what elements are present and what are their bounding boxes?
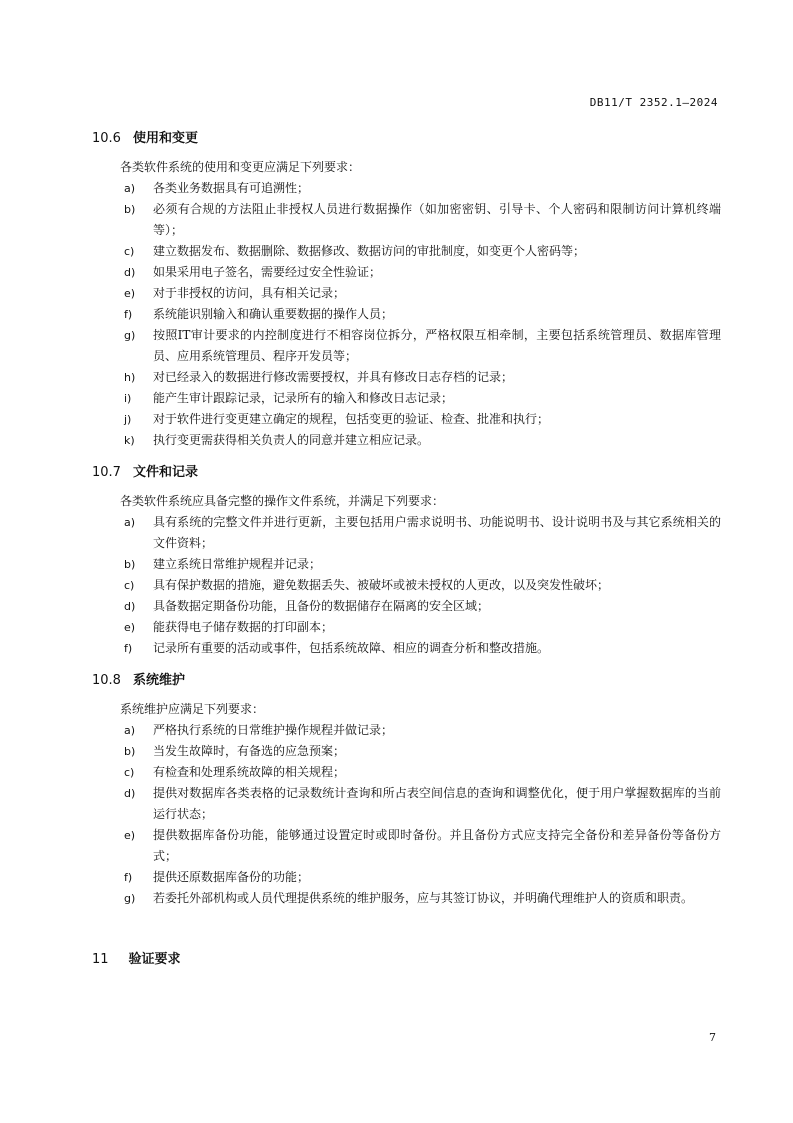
item-label: f) <box>124 871 133 884</box>
item-text: 各类业务数据具有可追溯性； <box>153 181 310 195</box>
item-label: a) <box>124 182 136 195</box>
list-item <box>92 741 722 762</box>
list-item <box>92 575 722 596</box>
list-item <box>92 888 722 909</box>
item-text: 提供还原数据库备份的功能； <box>153 870 310 884</box>
section-heading <box>92 129 722 149</box>
item-text: 必须有合规的方法阻止非授权人员进行数据操作（如加密密钥、引导卡、个人密码和限制访问计算机终端等）； <box>153 202 721 237</box>
list-item <box>92 283 722 304</box>
item-label: c) <box>124 579 135 592</box>
item-text: 提供对数据库各类表格的记录数统计查询和所占表空间信息的查询和调整优化，便于用户掌握数据库的当前运行状态； <box>153 786 721 821</box>
item-text: 如果采用电子签名，需要经过安全性验证； <box>153 265 382 279</box>
list-item <box>92 409 722 430</box>
item-label: f) <box>124 642 133 655</box>
section-heading <box>92 671 722 691</box>
item-label: c) <box>124 766 135 779</box>
item-label: e) <box>124 287 136 300</box>
item-text: 建立系统日常维护规程并记录； <box>153 557 322 571</box>
item-text: 对于软件进行变更建立确定的规程，包括变更的验证、检查、批准和执行； <box>153 412 550 426</box>
item-label: h) <box>124 371 136 384</box>
item-text: 对于非授权的访问，具有相关记录； <box>153 286 346 300</box>
list-item <box>92 783 722 825</box>
list-item <box>92 512 722 554</box>
list-item <box>92 178 722 199</box>
list-item <box>92 241 722 262</box>
section-title: 系统维护 <box>132 673 185 688</box>
list-item <box>92 430 722 451</box>
section-title: 验证要求 <box>128 952 181 967</box>
page-number: 7 <box>709 1031 716 1044</box>
item-text: 系统能识别输入和确认重要数据的操作人员； <box>153 307 394 321</box>
item-label: b) <box>124 558 136 571</box>
list-item <box>92 262 722 283</box>
section-11 <box>92 950 722 970</box>
section-number: 10.6 <box>92 131 121 146</box>
item-label: a) <box>124 516 136 529</box>
section-heading <box>92 463 722 483</box>
section-10-6 <box>92 129 722 451</box>
item-text: 当发生故障时，有备选的应急预案； <box>153 744 346 758</box>
item-label: g) <box>124 892 136 905</box>
section-intro: 系统维护应满足下列要求： <box>120 702 265 716</box>
item-label: c) <box>124 245 135 258</box>
list-item <box>92 596 722 617</box>
list-item <box>92 762 722 783</box>
item-label: d) <box>124 787 136 800</box>
section-10-8 <box>92 671 722 909</box>
item-text: 按照IT审计要求的内控制度进行不相容岗位拆分，严格权限互相牵制，主要包括系统管理员、数据库管理员、应用系统管理员、程序开发员等； <box>153 328 721 363</box>
document-code: DB11/T 2352.1—2024 <box>589 96 718 109</box>
list-item <box>92 867 722 888</box>
list-item <box>92 367 722 388</box>
list-item <box>92 199 722 241</box>
item-text: 执行变更需获得相关负责人的同意并建立相应记录。 <box>153 433 430 447</box>
list-item <box>92 617 722 638</box>
section-title: 文件和记录 <box>132 465 198 480</box>
item-text: 对已经录入的数据进行修改需要授权，并具有修改日志存档的记录； <box>153 370 514 384</box>
list-item <box>92 304 722 325</box>
item-label: k) <box>124 434 135 447</box>
item-text: 若委托外部机构或人员代理提供系统的维护服务，应与其签订协议，并明确代理维护人的资质和职责。 <box>153 891 694 905</box>
item-text: 具有保护数据的措施，避免数据丢失、被破坏或被未授权的人更改，以及突发性破坏； <box>153 578 610 592</box>
list-item <box>92 825 722 867</box>
item-text: 能获得电子储存数据的打印副本； <box>153 620 334 634</box>
list-item <box>92 388 722 409</box>
section-number: 10.8 <box>92 673 121 688</box>
item-label: g) <box>124 329 136 342</box>
list-item <box>92 638 722 659</box>
item-text: 能产生审计跟踪记录，记录所有的输入和修改日志记录； <box>153 391 454 405</box>
item-text: 记录所有重要的活动或事件，包括系统故障、相应的调查分析和整改措施。 <box>153 641 550 655</box>
item-label: e) <box>124 621 136 634</box>
item-label: d) <box>124 266 136 279</box>
item-label: b) <box>124 203 136 216</box>
item-text: 具备数据定期备份功能，且备份的数据储存在隔离的安全区域； <box>153 599 490 613</box>
item-label: f) <box>124 308 133 321</box>
item-label: i) <box>124 392 132 405</box>
item-label: d) <box>124 600 136 613</box>
section-intro: 各类软件系统应具备完整的操作文件系统，并满足下列要求： <box>120 494 445 508</box>
section-number: 11 <box>92 952 109 967</box>
section-number: 10.7 <box>92 465 121 480</box>
section-intro: 各类软件系统的使用和变更应满足下列要求： <box>120 160 361 174</box>
item-label: e) <box>124 829 136 842</box>
section-heading <box>92 950 722 970</box>
item-text: 具有系统的完整文件并进行更新，主要包括用户需求说明书、功能说明书、设计说明书及与其它系统相关的文件资料； <box>153 515 721 550</box>
item-text: 有检查和处理系统故障的相关规程； <box>153 765 346 779</box>
item-label: j) <box>124 413 132 426</box>
item-label: a) <box>124 724 136 737</box>
list-item <box>92 554 722 575</box>
section-10-7 <box>92 463 722 659</box>
list-item <box>92 325 722 367</box>
item-label: b) <box>124 745 136 758</box>
section-title: 使用和变更 <box>132 131 198 146</box>
item-text: 建立数据发布、数据删除、数据修改、数据访问的审批制度，如变更个人密码等； <box>153 244 586 258</box>
list-item <box>92 720 722 741</box>
item-text: 提供数据库备份功能，能够通过设置定时或即时备份。并且备份方式应支持完全备份和差异备份等备份方式； <box>153 828 721 863</box>
item-text: 严格执行系统的日常维护操作规程并做记录； <box>153 723 394 737</box>
